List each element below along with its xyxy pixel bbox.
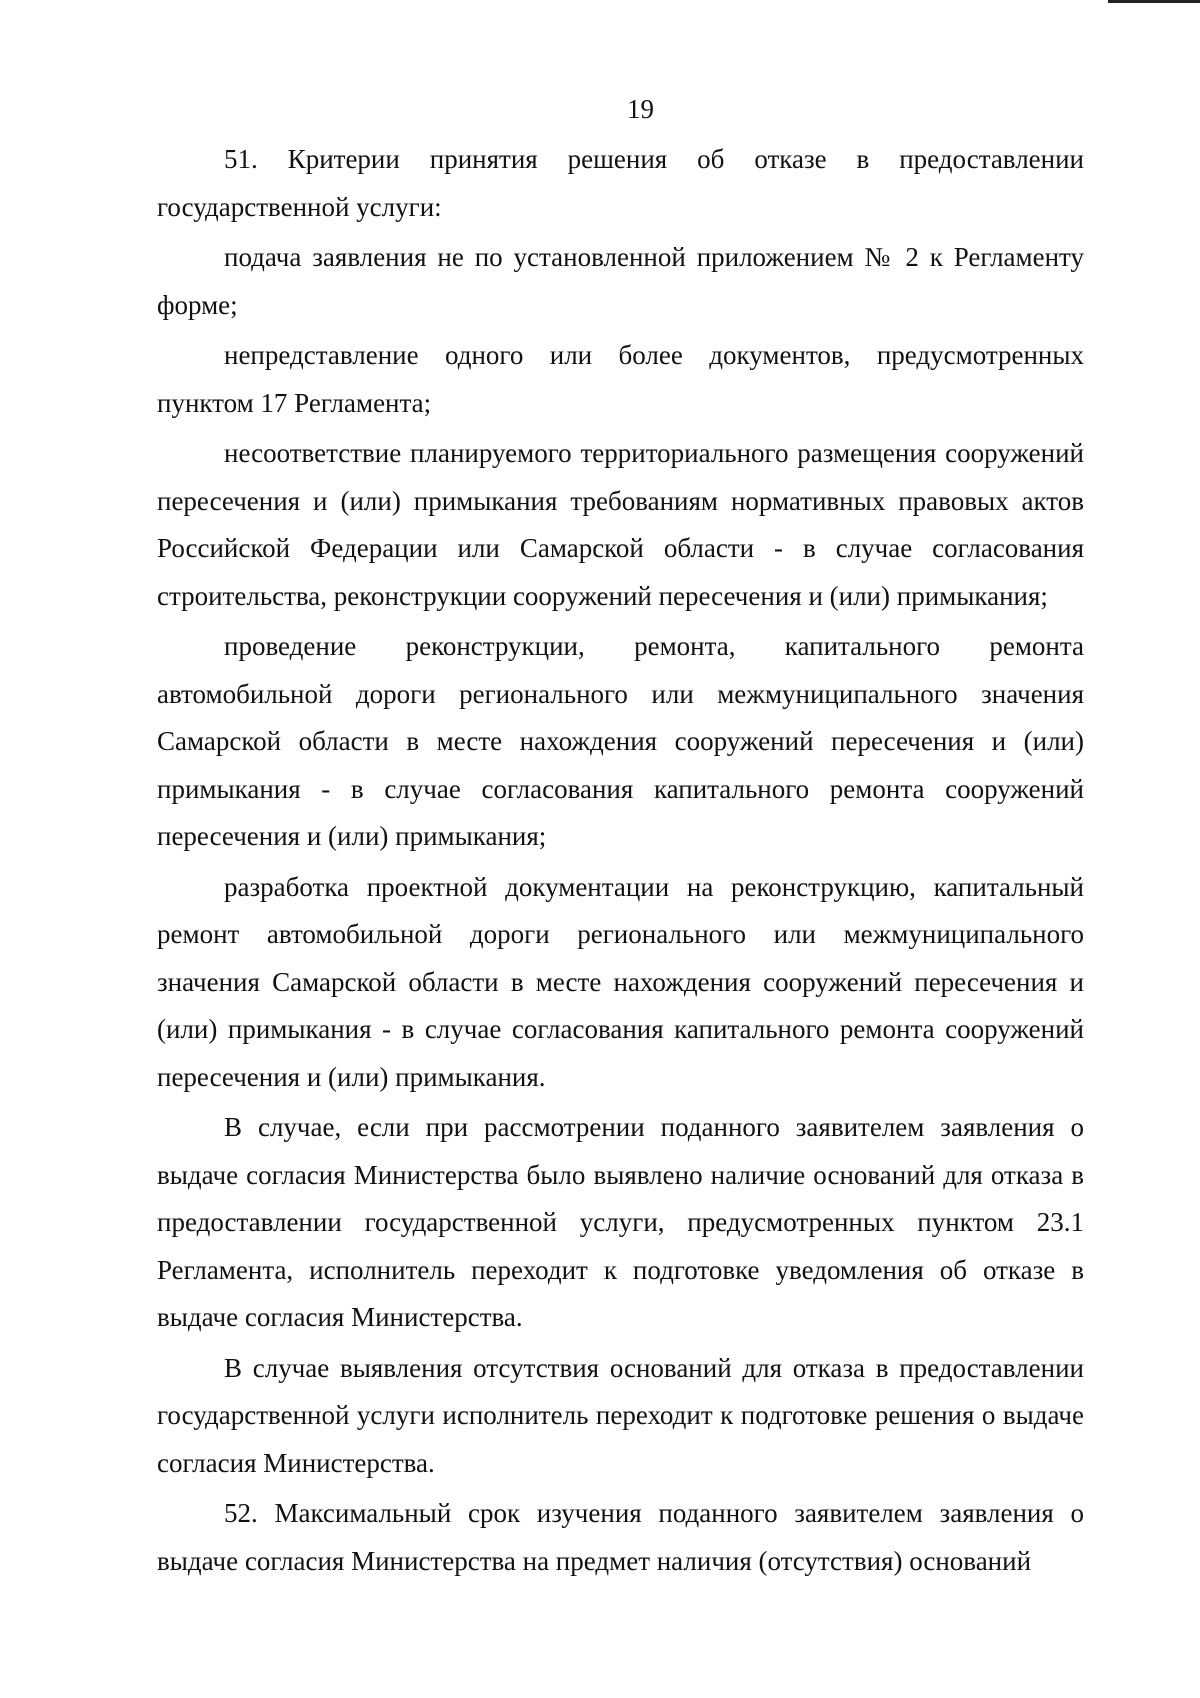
paragraph-project-documentation: разработка проектной документации на реконструкцию, капитальный ремонт автомобильной дороги регионального или межмуниципального значения Самарской области в месте нахождения сооружений пересечения и (или) примыкания - в случае согласования капитального ремонта сооружений пересечения и (или) примыкания. xyxy=(157,871,1084,1092)
paragraph-placement-mismatch: несоответствие планируемого территориального размещения сооружений пересечения и (или) примыкания требованиям нормативных правовых актов Российской Федерации или Самарской области - в случае согласования строительства, реконструкции сооружений пересечения и (или) примыкания; xyxy=(157,438,1084,611)
paragraph-road-reconstruction: проведение реконструкции, ремонта, капитального ремонта автомобильной дороги регионального или межмуниципального значения Самарской области в месте нахождения сооружений пересечения и (или) примыкания - в случае согласования капитального ремонта сооружений пересечения и (или) примыкания; xyxy=(157,631,1084,851)
paragraph-refusal-grounds-found: В случае, если при рассмотрении поданного заявителем заявления о выдаче согласия Министерства было выявлено наличие оснований для отказа в предоставлении государственной услуги, предусмотренных пунктом 23.1 Регламента, исполнитель переходит к подготовке уведомления об отказе в выдаче согласия Министерства. xyxy=(157,1112,1084,1332)
scan-edge-mark xyxy=(1108,0,1200,3)
page-number: 19 xyxy=(627,94,654,124)
paragraph-missing-documents: непредставление одного или более документов, предусмотренных пунктом 17 Регламента; xyxy=(157,340,1084,418)
paragraph-form-mismatch: подача заявления не по установленной приложением № 2 к Регламенту форме; xyxy=(157,242,1084,320)
paragraph-51-criteria: 51. Критерии принятия решения об отказе в предоставлении государственной услуги: xyxy=(157,144,1084,222)
paragraph-52-max-term: 52. Максимальный срок изучения поданного заявителем заявления о выдаче согласия Министерства на предмет наличия (отсутствия) оснований xyxy=(157,1498,1084,1576)
paragraph-no-refusal-grounds: В случае выявления отсутствия оснований для отказа в предоставлении государственной услуги исполнитель переходит к подготовке решения о выдаче согласия Министерства. xyxy=(157,1352,1084,1478)
